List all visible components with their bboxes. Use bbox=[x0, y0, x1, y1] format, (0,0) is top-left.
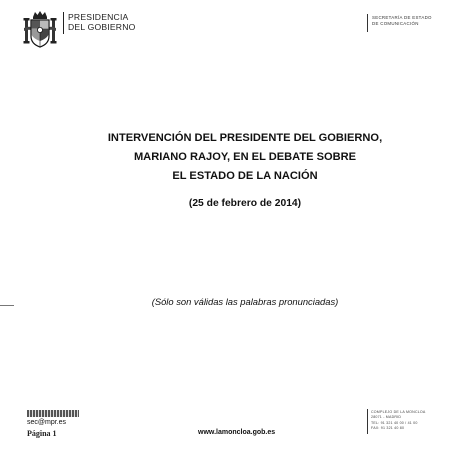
footer-divider bbox=[367, 409, 368, 434]
address-line-2: 28071 - MADRID bbox=[371, 415, 402, 420]
footer-website-link[interactable]: www.lamoncloa.gob.es bbox=[198, 429, 276, 436]
address-line-4: FAX: 91 321 40 80 bbox=[371, 426, 405, 431]
secretaria-line-1: SECRETARÍA DE ESTADO bbox=[372, 15, 432, 20]
address-line-1: COMPLEJO DE LA MONCLOA bbox=[371, 410, 426, 414]
header-divider bbox=[63, 12, 64, 34]
organization-name-line-1: PRESIDENCIA bbox=[68, 12, 129, 22]
footer-address bbox=[371, 410, 426, 432]
organization-name-line-2: DEL GOBIERNO bbox=[68, 22, 136, 32]
organization-name bbox=[68, 12, 136, 32]
margin-mark bbox=[0, 305, 14, 306]
document-title bbox=[40, 129, 450, 186]
secretaria-divider bbox=[367, 14, 368, 32]
coat-of-arms-icon bbox=[22, 10, 58, 50]
secretaria-name bbox=[372, 15, 432, 27]
title-line-3: EL ESTADO DE LA NACIÓN bbox=[172, 170, 318, 182]
title-line-2: MARIANO RAJOY, EN EL DEBATE SOBRE bbox=[133, 151, 357, 163]
page-number: Página 1 bbox=[27, 429, 57, 438]
document-date: (25 de febrero de 2014) bbox=[188, 198, 302, 209]
title-line-1: INTERVENCIÓN DEL PRESIDENTE DEL GOBIERNO, bbox=[107, 132, 383, 144]
document-note: (Sólo son válidas las palabras pronunciadas) bbox=[151, 296, 339, 307]
footer-logo bbox=[27, 410, 79, 417]
secretaria-line-2: DE COMUNICACIÓN bbox=[372, 21, 419, 26]
footer-email[interactable]: sec@mpr.es bbox=[27, 419, 67, 426]
address-line-3: TEL: 91 321 40 00 / 41 00 bbox=[371, 420, 418, 425]
